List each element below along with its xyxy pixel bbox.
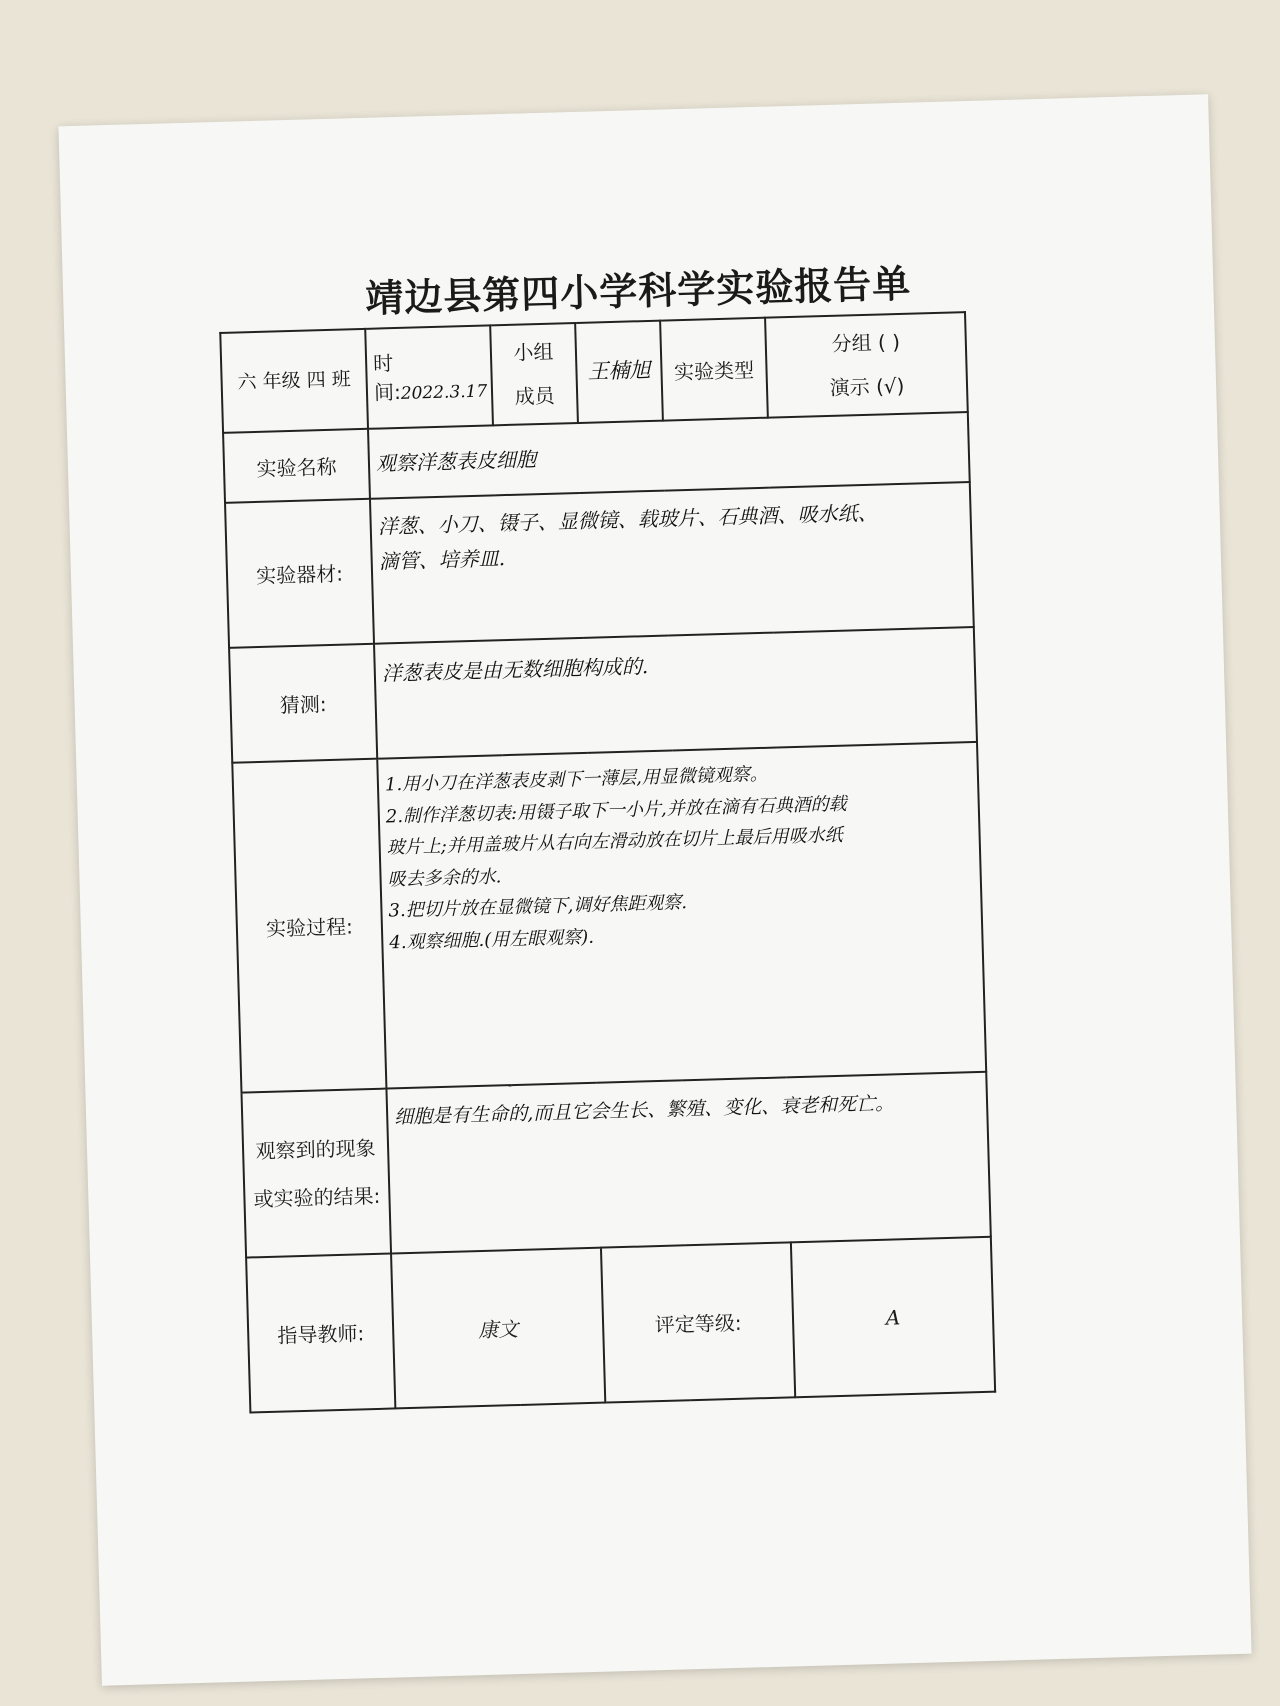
experiment-name-label: 实验名称 bbox=[223, 429, 370, 503]
grade-class-cell bbox=[220, 329, 368, 433]
time-value: 2022.3.17 bbox=[400, 381, 488, 404]
equipment-value bbox=[370, 482, 974, 644]
result-label-2: 或实验的结果: bbox=[253, 1183, 381, 1211]
result-label-1: 观察到的现象 bbox=[255, 1135, 376, 1163]
process-step: 3.把切片放在显微镜下,调好焦距观察. bbox=[388, 892, 688, 922]
experiment-type-label: 实验类型 bbox=[673, 357, 755, 384]
report-paper bbox=[58, 94, 1251, 1686]
process-step: 1.用小刀在洋葱表皮剥下一薄层,用显微镜观察。 bbox=[384, 763, 769, 796]
process-step: 吸去多余的水. bbox=[387, 865, 502, 890]
members-value: 王楠旭 bbox=[587, 358, 651, 384]
page-title: 靖边县第四小学科学实验报告单 bbox=[364, 261, 912, 321]
rating-value: A bbox=[791, 1237, 995, 1398]
grade-class: 六 年级 四 班 bbox=[237, 368, 351, 394]
result-value: 细胞是有生命的,而且它会生长、繁殖、变化、衰老和死亡。 bbox=[386, 1072, 990, 1254]
type-option-group: 分组 ( ) bbox=[831, 329, 901, 356]
group-label-1: 小组 bbox=[513, 339, 554, 365]
experiment-type-options-cell bbox=[765, 312, 968, 418]
process-label: 实验过程: bbox=[232, 759, 386, 1093]
process-step: 2.制作洋葱切表:用镊子取下一小片,并放在滴有石典酒的载 bbox=[385, 793, 847, 827]
experiment-type-label-cell bbox=[660, 318, 768, 421]
group-label-cell bbox=[490, 323, 578, 425]
equipment-label: 实验器材: bbox=[225, 499, 374, 648]
members-cell bbox=[575, 321, 663, 423]
equipment-line-1: 洋葱、小刀、镊子、显微镜、载玻片、石典酒、吸水纸、 bbox=[377, 500, 878, 539]
rating-label: 评定等级: bbox=[601, 1242, 795, 1402]
time-label: 时间: bbox=[372, 351, 402, 405]
teacher-signature: 康文 bbox=[391, 1248, 605, 1409]
result-row bbox=[241, 1072, 990, 1258]
footer-row bbox=[246, 1237, 995, 1413]
process-row bbox=[232, 742, 986, 1093]
equipment-row bbox=[225, 482, 974, 648]
hypothesis-label: 猜测: bbox=[229, 644, 377, 763]
process-step: 4.观察细胞.(用左眼观察). bbox=[389, 926, 595, 953]
time-cell bbox=[365, 325, 493, 428]
teacher-label: 指导教师: bbox=[246, 1254, 395, 1413]
report-table bbox=[219, 311, 996, 1413]
experiment-name-value: 观察洋葱表皮细胞 bbox=[368, 412, 970, 499]
hypothesis-value: 洋葱表皮是由无数细胞构成的. bbox=[374, 627, 977, 759]
process-steps bbox=[377, 742, 986, 1089]
type-option-demo: 演示 (√) bbox=[829, 373, 905, 400]
result-label-cell bbox=[241, 1089, 391, 1258]
group-label-2: 成员 bbox=[514, 383, 555, 409]
process-step: 玻片上;并用盖玻片从右向左滑动放在切片上最后用吸水纸 bbox=[386, 824, 843, 859]
equipment-line-2: 滴管、培养皿. bbox=[378, 546, 506, 574]
hypothesis-row bbox=[229, 627, 977, 763]
